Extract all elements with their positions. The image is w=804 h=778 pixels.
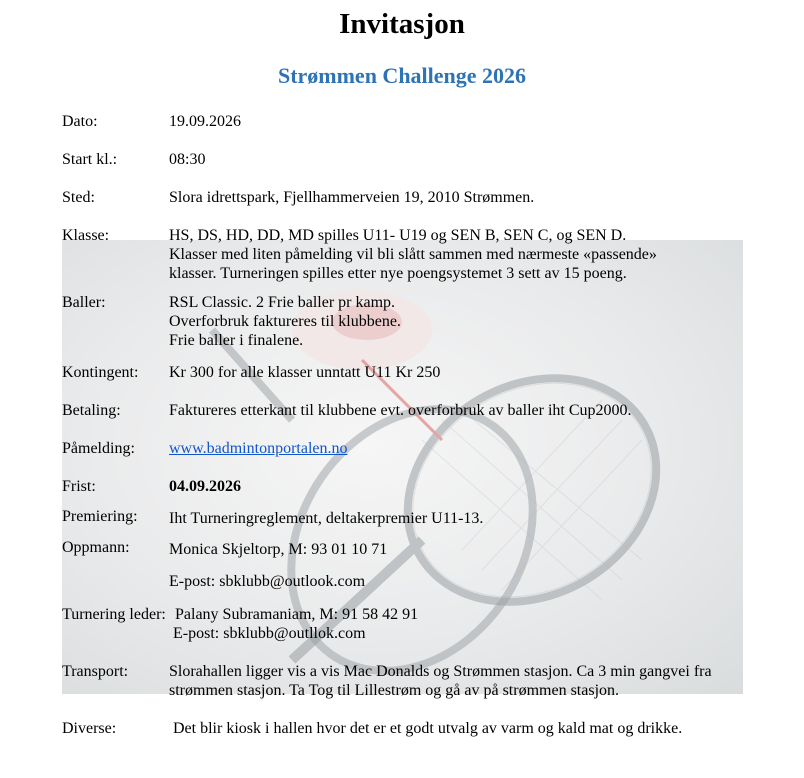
oppmann-label: Oppmann: (62, 539, 130, 556)
diverse-value: Det blir kiosk i hallen hvor det er et godt utvalg av varm og kald mat og drikke. (173, 720, 683, 737)
baller-line-2: Overforbruk faktureres til klubbene. (169, 313, 401, 330)
leder-value: Palany Subramaniam, M: 91 58 42 91 (175, 606, 419, 623)
pamelding-label: Påmelding: (62, 440, 135, 457)
betaling-label: Betaling: (62, 402, 121, 419)
frist-value: 04.09.2026 (169, 478, 241, 495)
leder-label: Turnering leder: (62, 606, 166, 623)
page-title: Invitasjon (339, 8, 465, 40)
premiering-value: Iht Turneringreglement, deltakerpremier U11-13. (169, 510, 484, 527)
klasse-label: Klasse: (62, 227, 110, 244)
baller-label: Baller: (62, 294, 106, 311)
pamelding-link[interactable]: www.badmintonportalen.no (169, 440, 348, 457)
oppmann-value: Monica Skjeltorp, M: 93 01 10 71 (169, 541, 388, 558)
badminton-racket-background-image (62, 240, 743, 694)
transport-line-1: Slorahallen ligger vis a vis Mac Donalds og Strømmen stasjon. Ca 3 min gangvei fra (169, 663, 712, 680)
oppmann-email: E-post: sbklubb@outlook.com (169, 573, 366, 590)
klasse-line-3: klasser. Turneringen spilles etter nye poengsystemet 3 sett av 15 poeng. (169, 265, 627, 282)
diverse-label: Diverse: (62, 720, 117, 737)
sted-value: Slora idrettspark, Fjellhammerveien 19, 2010 Strømmen. (169, 189, 535, 206)
tournament-subtitle: Strømmen Challenge 2026 (277, 63, 527, 88)
kontingent-value: Kr 300 for alle klasser unntatt U11 Kr 250 (169, 364, 441, 381)
premiering-label: Premiering: (62, 508, 138, 525)
start-label: Start kl.: (62, 151, 118, 168)
baller-line-3: Frie baller i finalene. (169, 332, 304, 349)
dato-label: Dato: (62, 113, 98, 130)
sted-label: Sted: (62, 189, 95, 206)
leder-email: E-post: sbklubb@outllok.com (173, 625, 366, 642)
dato-value: 19.09.2026 (169, 113, 241, 130)
frist-label: Frist: (62, 478, 96, 495)
betaling-value: Faktureres etterkant til klubbene evt. overforbruk av baller iht Cup2000. (169, 402, 632, 419)
kontingent-label: Kontingent: (62, 364, 139, 381)
transport-line-2: strømmen stasjon. Ta Tog til Lillestrøm og gå av på strømmen stasjon. (169, 682, 620, 699)
klasse-line-1: HS, DS, HD, DD, MD spilles U11- U19 og SEN B, SEN C, og SEN D. (169, 227, 627, 244)
klasse-line-2: Klasser med liten påmelding vil bli slått sammen med nærmeste «passende» (169, 246, 657, 263)
baller-line-1: RSL Classic. 2 Frie baller pr kamp. (169, 294, 396, 311)
start-value: 08:30 (169, 151, 206, 168)
transport-label: Transport: (62, 663, 129, 680)
